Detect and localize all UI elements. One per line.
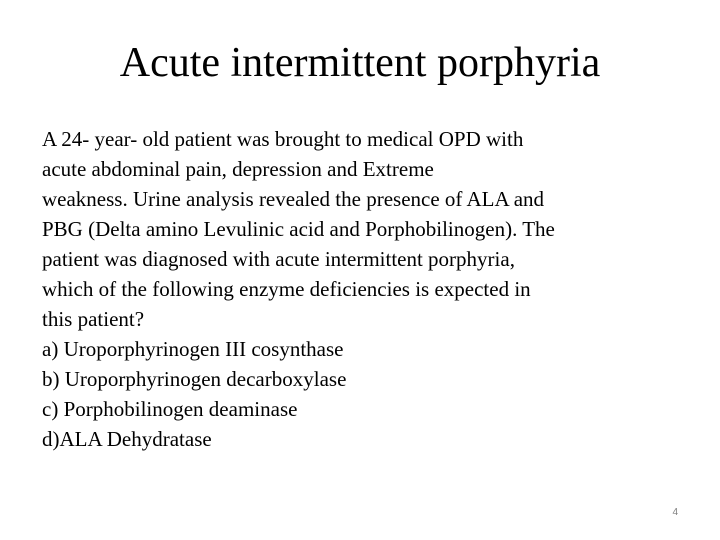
question-body: [42, 124, 682, 454]
question-line: weakness. Urine analysis revealed the presence of ALA and: [42, 187, 545, 211]
answer-option-a: a) Uroporphyrinogen III cosynthase: [42, 337, 344, 361]
question-line: which of the following enzyme deficiencies is expected in: [42, 277, 531, 301]
question-line: A 24- year- old patient was brought to medical OPD with: [42, 127, 524, 151]
slide-title: Acute intermittent porphyria: [119, 40, 601, 86]
question-line: PBG (Delta amino Levulinic acid and Porphobilinogen). The: [42, 217, 555, 241]
answer-option-b: b) Uroporphyrinogen decarboxylase: [42, 367, 347, 391]
question-line: acute abdominal pain, depression and Extreme: [42, 157, 434, 181]
answer-option-c: c) Porphobilinogen deaminase: [42, 397, 298, 421]
answer-option-d: d)ALA Dehydratase: [42, 427, 212, 451]
question-line: patient was diagnosed with acute intermittent porphyria,: [42, 247, 515, 271]
question-line: this patient?: [42, 307, 145, 331]
page-number: 4: [672, 507, 678, 518]
